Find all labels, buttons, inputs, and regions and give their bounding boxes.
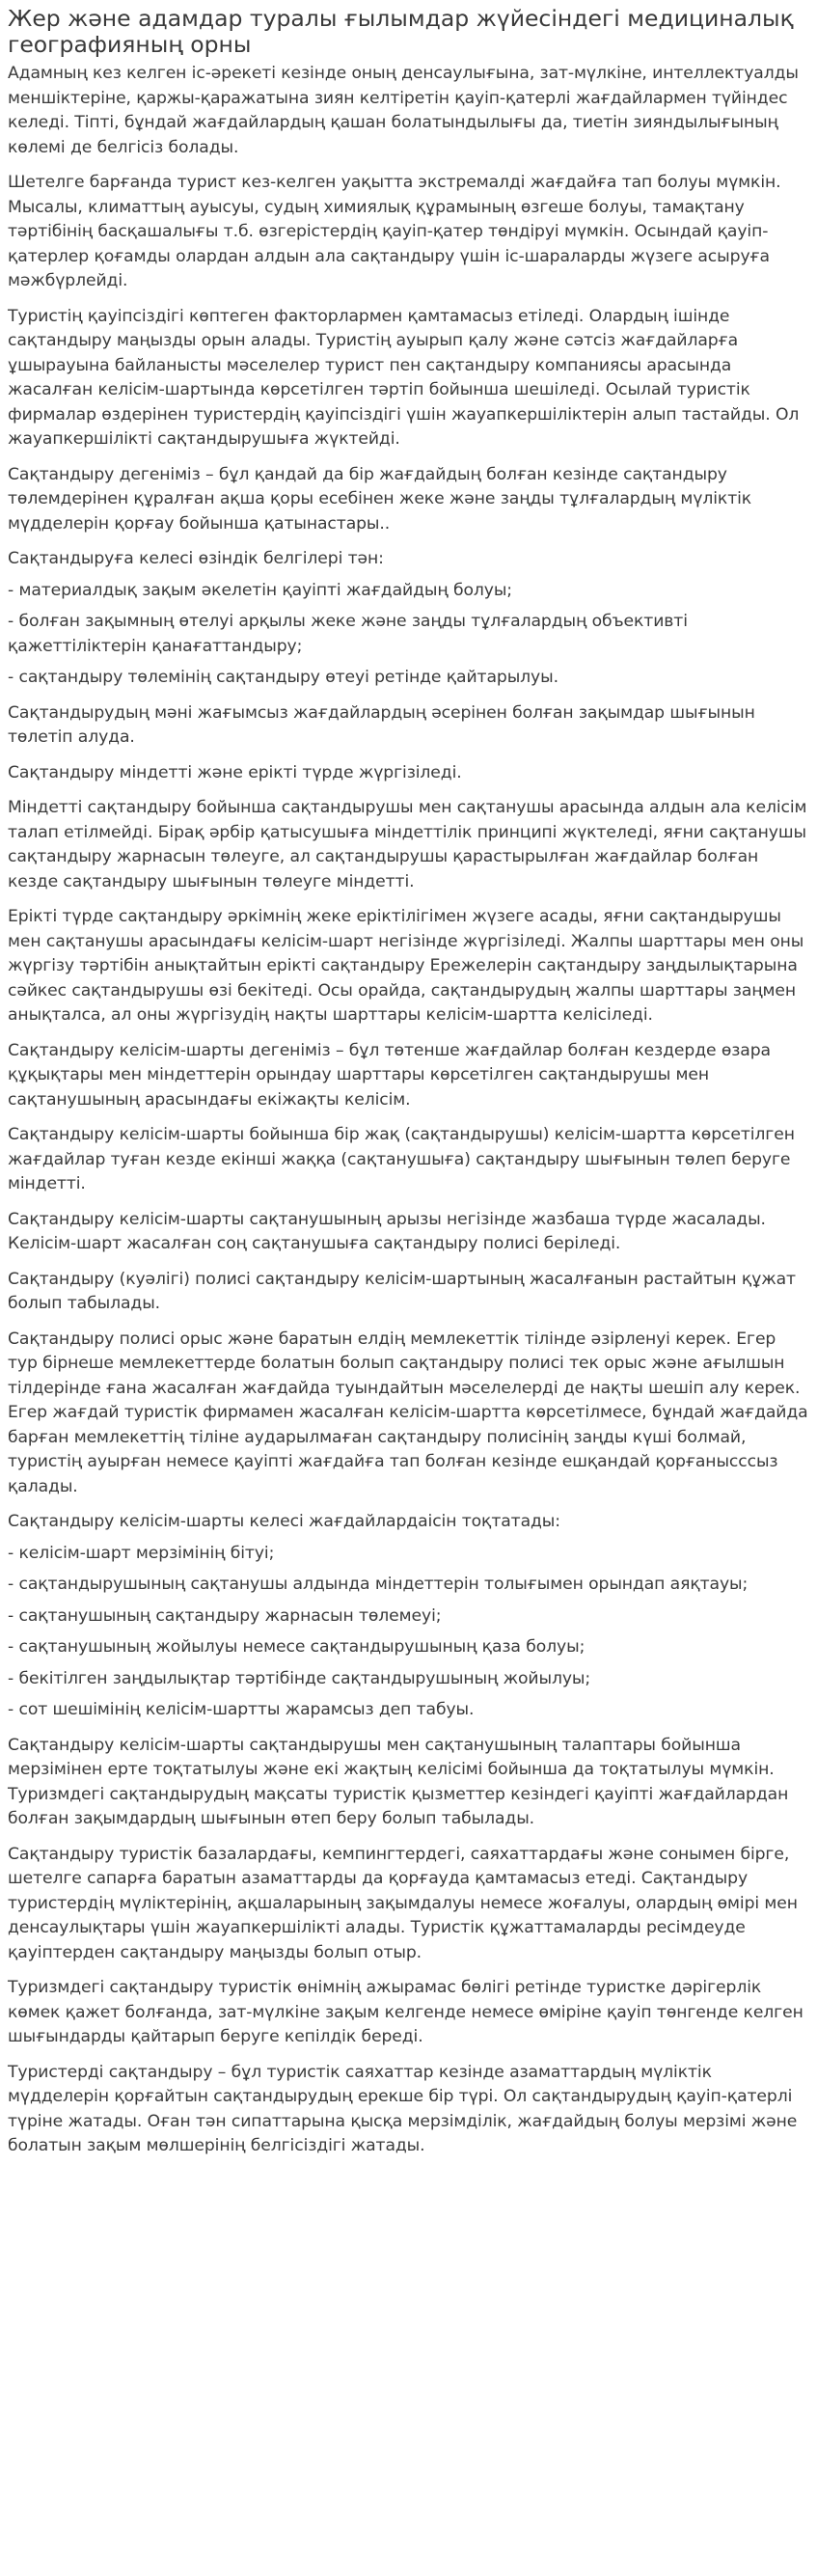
list-item: - сақтанушының жойылуы немесе сақтандырушының қаза болуы; (8, 1637, 586, 1657)
list-item: - сақтанушының сақтандыру жарнасын төлемеуі; (8, 1605, 442, 1626)
paragraph: Сақтандыруға келесі өзіндік белгілері тән: (8, 549, 384, 568)
paragraph: Ерікті түрде сақтандыру әркімнің жеке еріктілігімен жүзеге асады, яғни сақтандырушы мен сақтанушы арасындағы келісім-шарт негізінде жүргізіледі. Жалпы шарттары мен оны жүргізу тәртібін анықтайтын ерікті сақтандыру Ережелерін сақтандыру заңдылықтарына сәйкес сақтандырушы өзі бекітеді. Осы орайда, сақтандырудың жалпы шарттары заңмен анықталса, ал оны жүргізудің нақты шарттары келісім-шартта келісіледі. (8, 907, 804, 1025)
list-item: - болған зақымның өтелуі арқылы жеке және заңды тұлғалардың объективті қажеттіліктерін қанағаттандыру; (8, 612, 688, 656)
paragraph: Туристерді сақтандыру – бұл туристік саяхаттар кезінде азаматтардың мүліктік мүдделерін қорғайтын сақтандырудың ерекше бір түрі. Ол сақтандырудың қауіп-қатерлі түріне жатады. Оған тән сипаттарына қысқа мерзімділік, жағдайдың болуы мерзімі және болатын зақым мөлшерінің белгісіздігі жатады. (8, 2062, 798, 2155)
paragraph: Сақтандыру міндетті және ерікті түрде жүргізіледі. (8, 762, 462, 782)
list-item: - сақтандырушының сақтанушы алдында міндеттерін толығымен орындап аяқтауы; (8, 1575, 749, 1594)
paragraph: Сақтандыру полисі орыс және баратын елдің мемлекеттік тілінде әзірленуі керек. Егер тур бірнеше мемлекеттерде болатын болып сақтандыру полисі тек орыс және ағылшын тілдерінде ғана жасалған жағдайда туындайтын мәселелерді де нақты шешіп алу керек. Егер жағдай туристік фирмамен жасалған келісім-шартта көрсетілмесе, бұндай жағдайда барған мемлекеттің тіліне аударылмаған сақтандыру полисінің заңды күші болмай, туристің ауырған немесе қауіпті жағдайға тап болған кезінде ешқандай қорғанысссыз қалады. (8, 1329, 808, 1496)
paragraph: Сақтандыру келісім-шарты дегеніміз – бұл төтенше жағдайлар болған кездерде өзара құқықтары мен міндеттерін орындау шарттары көрсетілген сақтандырушы мен сақтанушының арасындағы екіжақты келісім. (8, 1040, 771, 1110)
paragraph: Шетелге барғанда турист кез-келген уақытта экстремалді жағдайға тап болуы мүмкін. Мысалы, климаттың ауысуы, судың химиялық құрамының өзгеше болуы, тамақтану тәртібінің басқашалығы т.б. өзгерістердің қауіп-қатер төндіруі мүмкін. Осындай қауіп-қатерлер қоғамды олардан алдын ала сақтандыру үшін іс-шараларды жүзеге асыруға мәжбүрлейді. (8, 173, 781, 290)
list-item: - бекітілген заңдылықтар тәртібінде сақтандырушының жойылуы; (8, 1668, 591, 1688)
list-item: - келісім-шарт мерзімінің бітуі; (8, 1543, 275, 1563)
list-item: - сот шешімінің келісім-шартты жарамсыз деп табуы. (8, 1700, 475, 1719)
paragraph: Сақтандыру келісім-шарты бойынша бір жақ (сақтандырушы) келісім-шартта көрсетілген жағдайлар туған кезде екінші жаққа (сақтанушыға) сақтандыру шығынын төлеп беруге міндетті. (8, 1125, 795, 1193)
paragraph: Туристің қауіпсіздігі көптеген факторлармен қамтамасыз етіледі. Олардың ішінде сақтандыру маңызды орын алады. Туристің ауырып қалу және сәтсіз жағдайларға ұшырауына байланысты мәселелер турист пен сақтандыру компаниясы арасында жасалған келісім-шартында көрсетілген тәртіп бойынша шешіледі. Осылай туристік фирмалар өздерінен туристердің қауіпсіздігі үшін жауапкершіліктерін алып тастайды. Ол жауапкершілікті сақтандырушыға жүктейді. (8, 306, 800, 449)
paragraph: Сақтандыру туристік базалардағы, кемпингтердегі, саяхаттардағы және сонымен бірге, шетелге сапарға баратын азаматтарды да қорғауда қамтамасыз етеді. Сақтандыру туристердің мүліктерінің, ақшаларының зақымдалуы немесе жоғалуы, олардың өмірі мен денсаулықтары үшін жауапкершілікті алады. Туристік құжаттамаларды ресімдеуде қауіптерден сақтандыру маңызды болып отыр. (8, 1844, 798, 1962)
paragraph: Сақтандыру (куәлігі) полисі сақтандыру келісім-шартының жасалғанын растайтын құжат болып табылады. (8, 1269, 796, 1313)
paragraph: Туризмдегі сақтандыру туристік өнімнің ажырамас бөлігі ретінде туристке дәрігерлік көмек қажет болғанда, зат-мүлкіне зақым келгенде немесе өміріне қауіп төнгенде келген шығындарды қайтарып беруге кепілдік береді. (8, 1978, 803, 2046)
paragraph: Сақтандырудың мәні жағымсыз жағдайлардың әсерінен болған зақымдар шығынын төлетіп алуда. (8, 702, 755, 747)
list-item: - материалдық зақым әкелетін қауіпті жағдайдың болуы; (8, 580, 512, 600)
paragraph: Сақтандыру дегеніміз – бұл қандай да бір жағдайдың болған кезінде сақтандыру төлемдерінен құралған ақша қоры есебінен жеке және заңды тұлғалардың мүліктік мүдделерін қорғау бойынша қатынастары.. (8, 464, 752, 534)
paragraph: Міндетті сақтандыру бойынша сақтандырушы мен сақтанушы арасында алдын ала келісім талап етілмейді. Бірақ әрбір қатысушыға міндеттілік принципі жүктеледі, яғни сақтанушы сақтандыру жарнасын төлеуге, ал сақтандырушы қарастырылған жағдайлар болған кезде сақтандыру шығынын төлеуге міндетті. (8, 798, 807, 891)
paragraph: Адамның кез келген іс-әрекеті кезінде оның денсаулығына, зат-мүлкіне, интеллектуалды меншіктеріне, қаржы-қаражатына зиян келтіретін қауіп-қатерлі жағдайлармен түйіндес келеді. Тіпті, бұндай жағдайлардың қашан болатындылығы да, тиетін зияндылығының көлемі де белгісіз болады. (8, 64, 799, 157)
list-item: - сақтандыру төлемінің сақтандыру өтеуі ретінде қайтарылуы. (8, 668, 558, 687)
paragraph: Сақтандыру келісім-шарты сақтандырушы мен сақтанушының талаптары бойынша мерзімінен ерте тоқтатылуы және екі жақтың келісімі бойынша да тоқтатылуы мүмкін. Туризмдегі сақтандырудың мақсаты туристік қызметтер кезіндегі қауіпті жағдайлардан болған зақымдардың шығынын өтеп беру болып табылады. (8, 1735, 789, 1828)
paragraph: Сақтандыру келісім-шарты сақтанушының арызы негізінде жазбаша түрде жасалады. Келісім-шарт жасалған соң сақтанушыға сақтандыру полисі беріледі. (8, 1209, 766, 1253)
page-title: Жер және адамдар туралы ғылымдар жүйесіндегі медициналық географияның орны (8, 5, 794, 58)
paragraph: Сақтандыру келісім-шарты келесі жағдайлардаісін тоқтатады: (8, 1512, 560, 1531)
